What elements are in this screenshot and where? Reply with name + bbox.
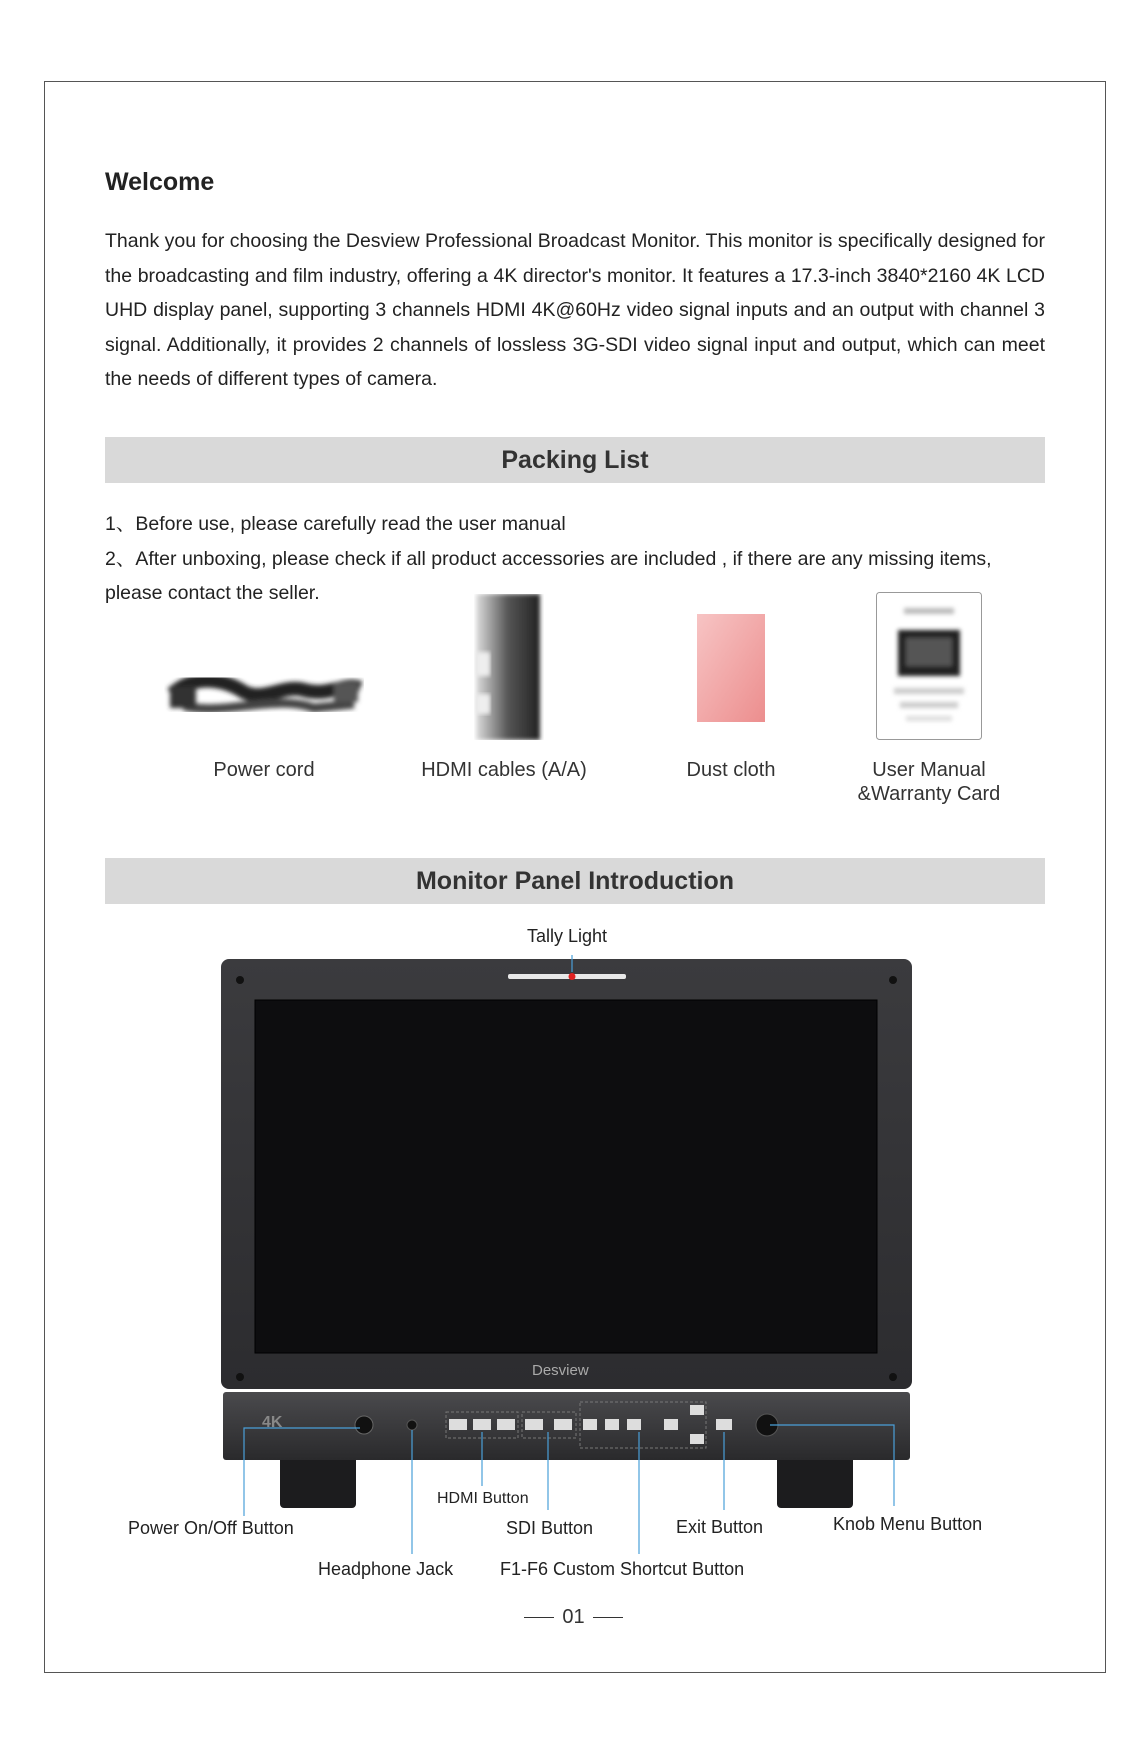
power-cord-label: Power cord bbox=[213, 759, 315, 781]
hdmi2-button[interactable] bbox=[473, 1419, 491, 1430]
page-number-dash-right bbox=[593, 1617, 623, 1618]
hdmi-button-label: HDMI Button bbox=[437, 1490, 529, 1507]
sdi2-button[interactable] bbox=[554, 1419, 572, 1430]
f1-button[interactable] bbox=[583, 1419, 597, 1430]
headphone-jack-label: Headphone Jack bbox=[318, 1559, 454, 1579]
monitor-brand: Desview bbox=[532, 1362, 589, 1379]
welcome-paragraph: Thank you for choosing the Desview Professional Broadcast Monitor. This monitor is specifically designed for the broadcasting and film industry, offering a 4K director's monitor. It features a 17.3-inch 3840*2160 4K LCD UHD display panel, supporting 3 channels HDMI 4K@60Hz video signal inputs and an output with channel 3 signal. Additionally, it provides 2 channels of lossless 3G-SDI video signal input and output, which can meet the needs of different types of camera. bbox=[105, 230, 1045, 390]
f4-button[interactable] bbox=[664, 1419, 678, 1430]
monitor-4k-badge: 4K bbox=[262, 1414, 283, 1431]
f-buttons-label: F1-F6 Custom Shortcut Button bbox=[500, 1559, 745, 1579]
packing-step: 2、After unboxing, please check if all product accessories are included , if there are any missing items, please contact the seller. bbox=[105, 547, 992, 604]
tally-light-label: Tally Light bbox=[527, 926, 608, 946]
exit-button[interactable] bbox=[716, 1419, 732, 1430]
power-button[interactable] bbox=[355, 1416, 373, 1434]
screw-icon bbox=[236, 1373, 244, 1381]
page-number-dash-left bbox=[524, 1617, 554, 1618]
f6-button[interactable] bbox=[690, 1434, 704, 1444]
dust-cloth-label: Dust cloth bbox=[686, 759, 776, 781]
user-manual-label-line2: &Warranty Card bbox=[857, 783, 1001, 805]
screw-icon bbox=[236, 976, 244, 984]
packing-list-title: Packing List bbox=[501, 445, 649, 474]
hdmi3-button[interactable] bbox=[497, 1419, 515, 1430]
welcome-heading: Welcome bbox=[105, 168, 215, 196]
f3-button[interactable] bbox=[627, 1419, 641, 1430]
screw-icon bbox=[889, 1373, 897, 1381]
knob-menu-label: Knob Menu Button bbox=[833, 1514, 983, 1534]
monitor-panel-title: Monitor Panel Introduction bbox=[415, 866, 735, 895]
user-manual-label-line1: User Manual bbox=[872, 759, 986, 781]
packing-step: 1、Before use, please carefully read the user manual bbox=[105, 513, 566, 535]
f5-button[interactable] bbox=[690, 1405, 704, 1415]
sdi-button-label: SDI Button bbox=[506, 1518, 594, 1538]
page-number-text: 01 bbox=[562, 1606, 585, 1628]
headphone-jack bbox=[407, 1420, 417, 1430]
tally-light-dot bbox=[569, 973, 576, 980]
monitor-screen bbox=[255, 1000, 877, 1353]
tally-light-bar bbox=[508, 974, 626, 979]
f2-button[interactable] bbox=[605, 1419, 619, 1430]
hdmi-cables-label: HDMI cables (A/A) bbox=[421, 759, 587, 781]
power-button-label: Power On/Off Button bbox=[128, 1518, 294, 1538]
exit-button-label: Exit Button bbox=[676, 1517, 764, 1537]
hdmi1-button[interactable] bbox=[449, 1419, 467, 1430]
page-number bbox=[0, 1606, 1147, 1629]
sdi1-button[interactable] bbox=[525, 1419, 543, 1430]
screw-icon bbox=[889, 976, 897, 984]
